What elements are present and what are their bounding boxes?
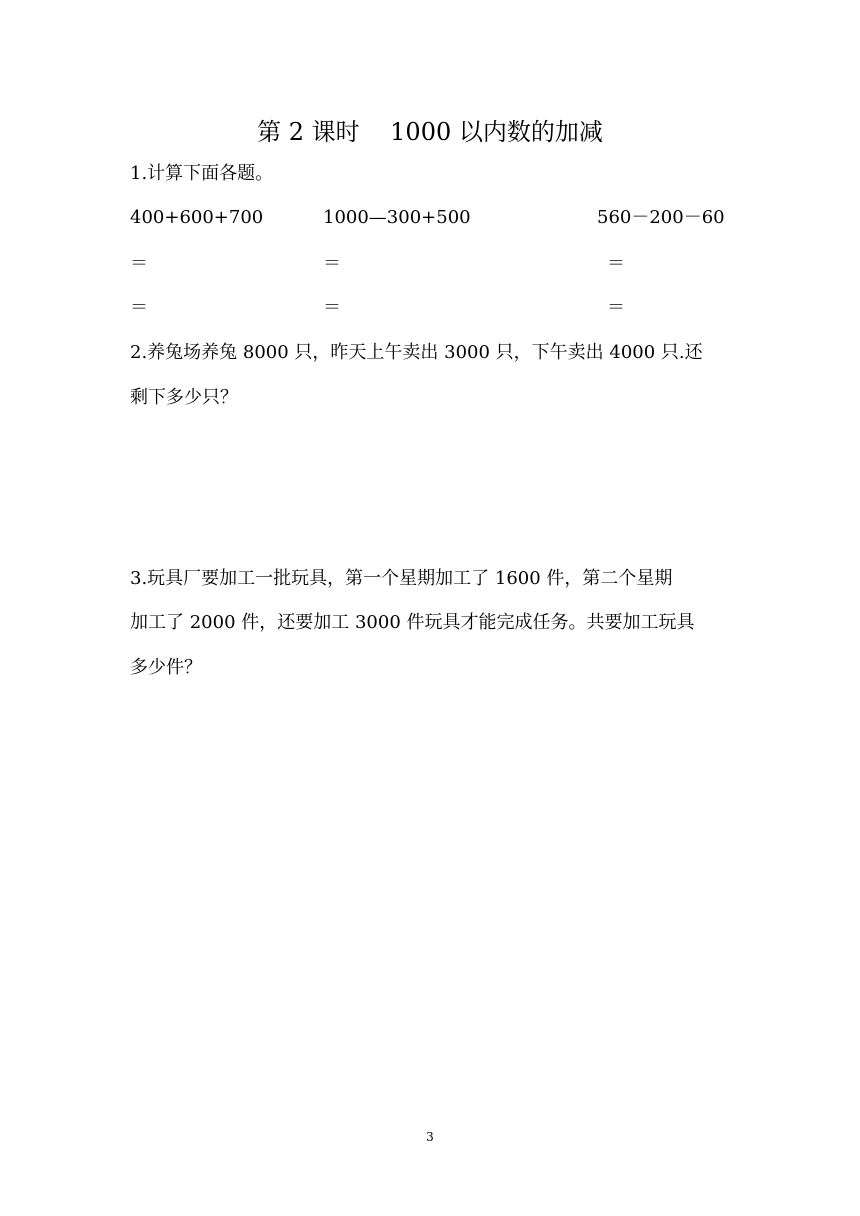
page-title: 第 2 课时 1000 以内数的加减 <box>257 118 603 146</box>
q2-text-line-1: 2.养兔场养兔 8000 只，昨天上午卖出 3000 只，下午卖出 4000 只.还 <box>130 342 703 363</box>
q3-text-line-1: 3.玩具厂要加工一批玩具，第一个星期加工了 1600 件，第二个星期 <box>130 568 673 589</box>
q1-equals-3b: ＝ <box>607 297 625 318</box>
q3-text-line-2: 加工了 2000 件，还要加工 3000 件玩具才能完成任务。共要加工玩具 <box>130 612 695 633</box>
q1-expression-2: 1000—300+500 <box>323 207 471 228</box>
q1-expression-3: 560－200－60 <box>597 207 725 228</box>
page-number: 3 <box>426 1130 434 1144</box>
q2-text-line-2: 剩下多少只？ <box>130 387 238 408</box>
q1-expression-1: 400+600+700 <box>130 207 264 228</box>
q1-equals-2a: ＝ <box>323 253 341 274</box>
q1-equals-3a: ＝ <box>607 253 625 274</box>
q3-text-line-3: 多少件？ <box>130 657 202 678</box>
q1-equals-1a: ＝ <box>130 253 148 274</box>
q1-equals-2b: ＝ <box>323 297 341 318</box>
q1-equals-1b: ＝ <box>130 297 148 318</box>
q1-heading: 1.计算下面各题。 <box>130 163 274 184</box>
